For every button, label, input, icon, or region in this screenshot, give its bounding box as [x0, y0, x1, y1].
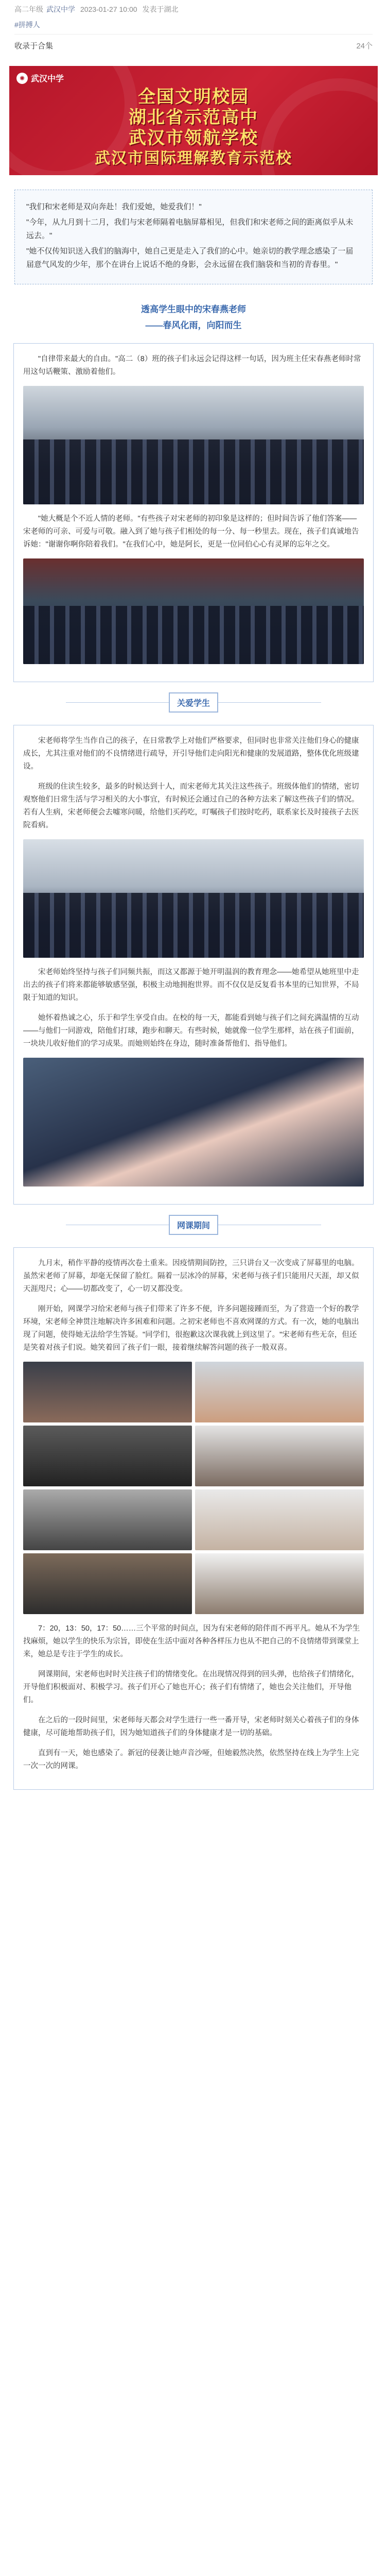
paragraph: 直到有一天，她也感染了。新冠的侵袭让她声音沙哑，但她毅然决然，依然坚持在线上为学生上完一次一次的网课。 [23, 1749, 359, 1770]
video-thumb [23, 1553, 192, 1614]
banner-title-lines [9, 87, 378, 169]
video-thumb [195, 1426, 364, 1486]
section-tag [0, 692, 387, 713]
section-heading [0, 302, 387, 331]
banner-line: 全国文明校园 [138, 87, 249, 107]
video-thumb [23, 1426, 192, 1486]
meta-row [14, 0, 373, 19]
quote-paragraph: "她不仅传知识送入我们的脑海中，她自己更是走入了我们的心中。她亲切的教学理念感染了一届届意气风发的少年，那个在讲台上说话不绝的身影，会永远留在我们脑袋和当初的青春里。" [26, 247, 354, 269]
paragraph: 网课期间，宋老师也时时关注孩子们的情绪变化。在出现情况得到的回头弹，也给孩子们情绪化，开导他们积极面对、积极学习。孩子们开心了她也开心；孩子们有情绪了，她也会关注他们，开导他们。 [23, 1670, 359, 1704]
paragraph: 她怀着热诚之心，乐于和学生享受自由。在校的每一天，都能看到她与孩子们之间充满温情的互动——与他们一同游戏，陪他们打球，跑步和聊天。有些时候，她就像一位学生那样，站在孩子们面前，一块块儿收好他们的学习成果。而她则始终在身边，随时准备帮他们、指导他们。 [23, 1014, 359, 1048]
collection-count: 24个 [356, 41, 373, 50]
teacher-photo [23, 1058, 364, 1187]
paragraph: "她大概是个不近人情的老师。"有些孩子对宋老师的初印象是这样的；但时间告诉了他们答案——宋老师的可亲、可爱与可敬。融入到了她与孩子们相处的每一分、每一秒里去。现在，孩子们真诚地告诉她："谢谢你啊你陪着我们。"在我们心中，她是阿长，更是一位同伯心心有灵犀的忘年之交。 [23, 515, 359, 549]
publish-date: 2023-01-27 10:00 [80, 5, 137, 13]
intro-quote [14, 190, 373, 284]
paragraph: 班级的住读生较多，最多的时候达到十人，而宋老师尤其关注这些孩子。班级体他们的情绪，密切观察他们日常生活与学习相关的大小事宜，有时候还会通过自己的各种方法来了解这些孩子们的情况。若有人生病，宋老师便会去嘘寒问暖，给他们买药吃，叮嘱孩子们按时吃药，联系家长及时接孩子去医院看病。 [23, 783, 359, 829]
section-tag-label: 关爱学生 [169, 692, 218, 713]
section-title: 透高学生眼中的宋春燕老师 [141, 304, 246, 314]
account-name-link[interactable]: 武汉中学 [46, 5, 75, 13]
video-thumb [195, 1489, 364, 1550]
section-tag-label: 网课期间 [169, 1215, 218, 1235]
collection-row[interactable] [14, 34, 373, 56]
paragraph: 宋老师始终坚持与孩子们同频共振，而这又都源于她开明温润的教育理念——她希望从她班里中走出去的孩子们将来都能够敏感坚强，积极主动地拥抱世界。而不仅仅是反复看书本里的已知世界，不局限于知道的知识。 [23, 968, 359, 1002]
quote-paragraph: "我们和宋老师是双向奔赴！我们爱她，她爱我们！" [26, 202, 202, 211]
classroom-photo [23, 839, 364, 958]
logo-text: 武汉中学 [31, 75, 64, 83]
collection-label: 收录于合集 [14, 41, 54, 50]
paragraph: 7：20，13：50，17：50……三个平常的时间点，因为有宋老师的陪伴而不再平凡。她从不为学生找麻烦，她以学生的快乐为宗旨，即使在生活中面对各种各样压力也从不把自己的不良情绪带到课堂上来，她总是专注于学生的成长。 [23, 1624, 360, 1658]
banner-line: 湖北省示范高中 [129, 107, 258, 128]
quote-paragraph: "今年，从九月到十二月，我们与宋老师隔着电脑屏幕相见，但我们和宋老师之间的距离似乎从未远去。" [26, 218, 354, 240]
content-card [13, 343, 374, 682]
article-header [0, 0, 387, 50]
paragraph: 在之后的一段时间里，宋老师每天都会对学生进行一些一番开导，宋老师时刻关心着孩子们的身体健康，尽可能地帮助孩子们，因为她知道孩子们的身体健康才是一切的基础。 [23, 1716, 359, 1737]
paragraph: 九月末，稍作平静的疫情再次卷土重来。因疫情期间防控，三只讲台又一次变成了屏幕里的电脑。虽然宋老师了屏幕，却毫无保留了脸红。隔着一层冰冷的屏幕，宋老师与孩子们只能用尺天涯，却又似天涯咫尺；心——切都改变了，心一切又都没变。 [23, 1259, 359, 1293]
online-class-photo-grid [23, 1362, 364, 1614]
content-card [13, 725, 374, 1205]
paragraph: 刚开始，网课学习给宋老师与孩子们带来了许多不便，许多问题接踵而至，为了营造一个好的教学环境，宋老师全神贯注地解决许多困难和问题。之初宋老师也不喜欢网课的方式。有一次，她的电脑出现了问题，使得她无法给学生答疑。"同学们，很抱歉这次课我就上到这里了。"宋老师有些无奈，但还是笑着对孩子们说。她笑着回了孩子们一眼，接着继续解答问题的孩子一般双喜。 [23, 1305, 359, 1352]
class-photo [23, 386, 364, 504]
paragraph: "自律带来最大的自由。"高二（8）班的孩子们永远会记得这样一句话，因为班主任宋春燕老师时常用这句话鞭策、激励着他们。 [23, 355, 361, 376]
video-thumb [195, 1362, 364, 1422]
video-thumb [195, 1553, 364, 1614]
group-photo [23, 558, 364, 664]
paragraph: 宋老师将学生当作自己的孩子，在日常教学上对他们严格要求，但同时也非常关注他们身心的健康成长，尤其注重对他们的不良情绪进行疏导，开引导他们走向阳光和健康的发展道路，整体优化班级建设。 [23, 737, 359, 771]
seal-icon: ✺ [16, 73, 28, 84]
video-thumb [23, 1362, 192, 1422]
school-banner [9, 66, 378, 175]
hashtag-link[interactable]: #拼搏人 [14, 21, 40, 29]
content-card [13, 1247, 374, 1790]
category-label: 高二年级 [14, 5, 43, 13]
section-subtitle: ——春风化雨，向阳而生 [145, 320, 242, 330]
publish-location: 发表于湖北 [142, 5, 179, 13]
school-logo [16, 72, 64, 84]
section-tag [0, 1215, 387, 1235]
banner-line: 武汉市领航学校 [129, 128, 258, 148]
banner-line: 武汉市国际理解教育示范校 [95, 149, 292, 167]
video-thumb [23, 1489, 192, 1550]
